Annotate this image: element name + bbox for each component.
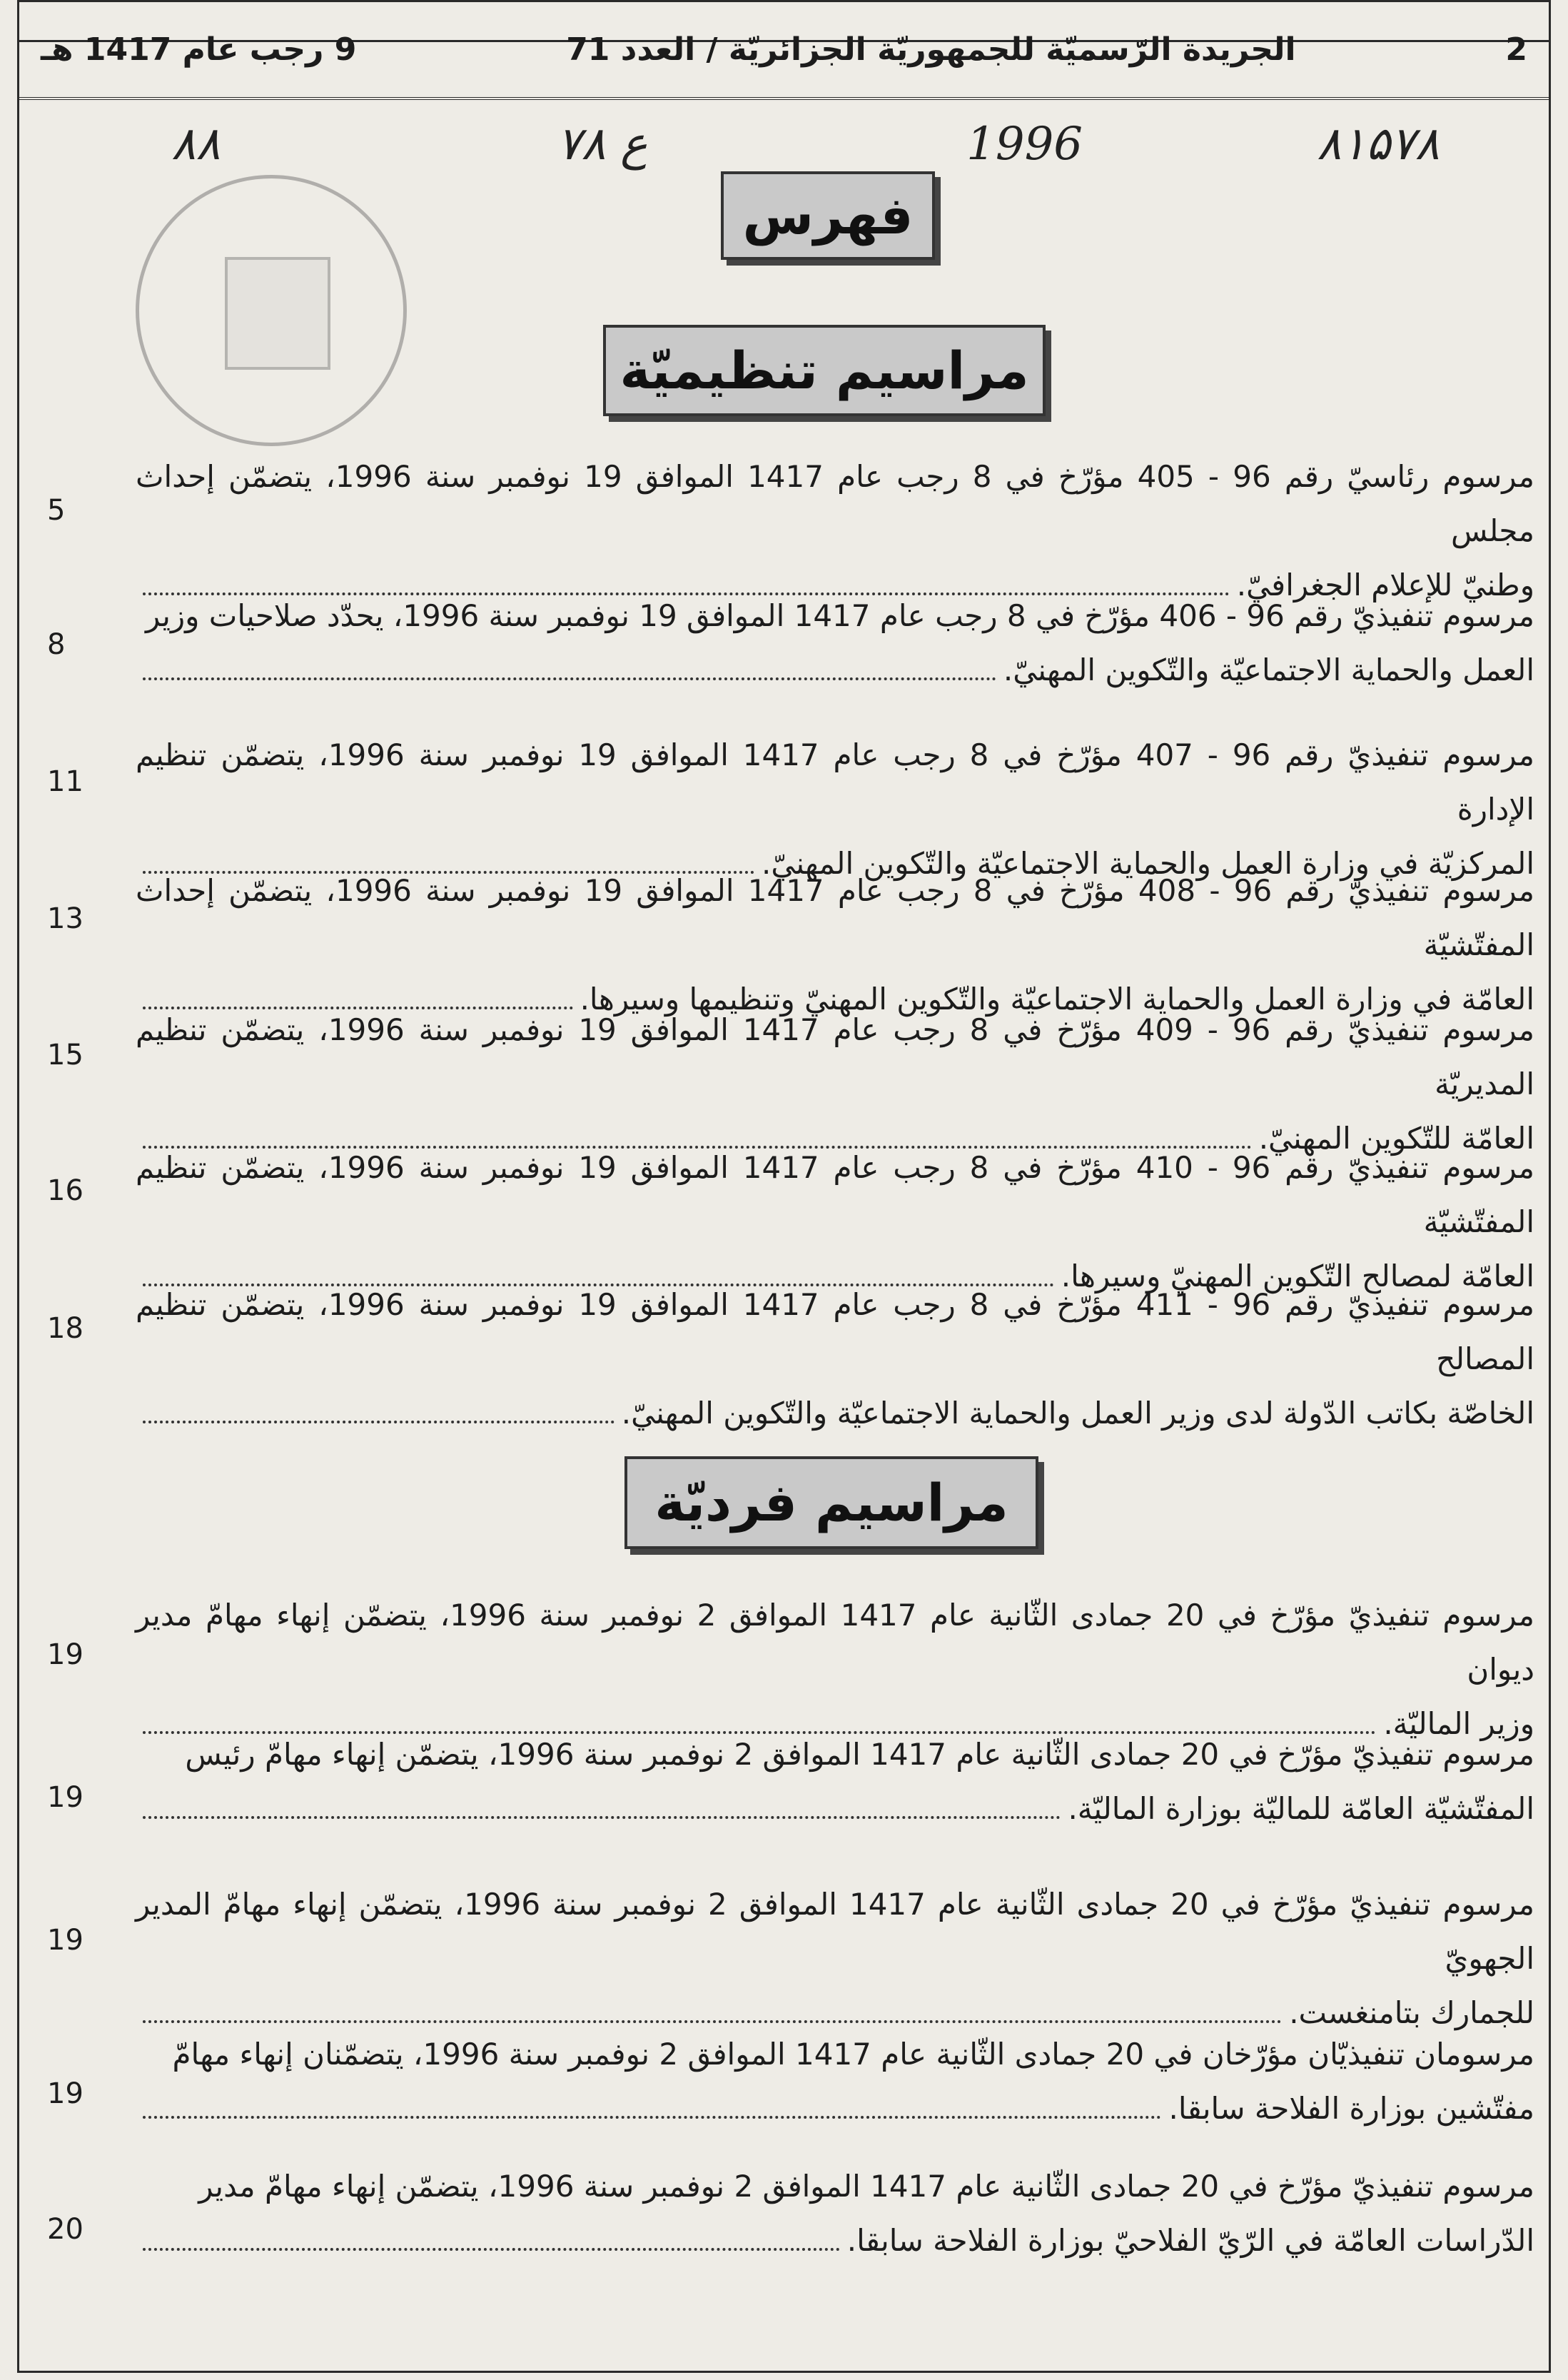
handwritten-note-right: ۸۱۵۷۸ <box>1317 118 1440 171</box>
entry-line2: العامّة للتّكوين المهنيّ. <box>1258 1121 1534 1156</box>
entry-page-number: 19 <box>47 1924 84 1957</box>
header-title: الجريدة الرّسميّة للجمهوريّة الجزائريّة / العدد 71 <box>566 31 1296 68</box>
dot-leader <box>143 2020 1282 2023</box>
handwritten-note-left: ۸۸ <box>171 118 221 171</box>
entry-line2: المركزيّة في وزارة العمل والحماية الاجتماعيّة والتّكوين المهنيّ. <box>761 846 1534 881</box>
index-title: فهرس <box>721 171 935 260</box>
entry-line2: مفتّشين بوزارة الفلاحة سابقا. <box>1168 2091 1534 2126</box>
header-page-number: 2 <box>1505 31 1527 68</box>
entry-line2: العامّة لمصالح التّكوين المهنيّ وسيرها. <box>1061 1259 1534 1294</box>
section-title-regulatory-decrees: مراسيم تنظيميّة <box>603 325 1046 416</box>
entry-line1: مرسوم تنفيذيّ رقم 96 - 408 مؤرّخ في 8 رجب عام 1417 الموافق 19 نوفمبر سنة 1996، يتضمّن إحداث المفتّشيّة <box>136 873 1535 962</box>
entry-line1: مرسوم تنفيذيّ رقم 96 - 406 مؤرّخ في 8 رجب عام 1417 الموافق 19 نوفمبر سنة 1996، يحدّد صلاحيات وزير <box>146 598 1534 633</box>
index-entry[interactable] <box>64 1588 1534 1751</box>
entry-line1: مرسوم تنفيذيّ رقم 96 - 409 مؤرّخ في 8 رجب عام 1417 الموافق 19 نوفمبر سنة 1996، يتضمّن تنظيم المديريّة <box>136 1012 1534 1101</box>
entry-line1: مرسوم تنفيذيّ مؤرّخ في 20 جمادى الثّانية عام 1417 الموافق 2 نوفمبر سنة 1996، يتضمّن إنهاء مهامّ مدير <box>198 2169 1534 2204</box>
index-entry[interactable] <box>64 1728 1534 1836</box>
dot-leader <box>143 677 996 680</box>
entry-page-number: 5 <box>47 494 66 527</box>
entry-line2: الدّراسات العامّة في الرّيّ الفلاحيّ بوزارة الفلاحة سابقا. <box>846 2223 1534 2258</box>
entry-line1: مرسوم تنفيذيّ مؤرّخ في 20 جمادى الثّانية عام 1417 الموافق 2 نوفمبر سنة 1996، يتضمّن إنهاء مهامّ مدير ديوان <box>136 1598 1534 1687</box>
entry-page-number: 11 <box>47 765 84 798</box>
entry-line1: مرسومان تنفيذيّان مؤرّخان في 20 جمادى الثّانية عام 1417 الموافق 2 نوفمبر سنة 1996، يتضمّنان إنهاء مهامّ <box>172 2037 1534 2072</box>
dot-leader <box>143 2116 1161 2119</box>
index-entry[interactable] <box>64 450 1534 612</box>
entry-line2: للجمارك بتامنغست. <box>1289 1995 1534 2030</box>
dot-leader <box>143 2248 840 2251</box>
entry-line1: مرسوم رئاسيّ رقم 96 - 405 مؤرّخ في 8 رجب عام 1417 الموافق 19 نوفمبر سنة 1996، يتضمّن إحداث مجلس <box>136 459 1534 548</box>
entry-line2: وطنيّ للإعلام الجغرافيّ. <box>1236 568 1534 602</box>
entry-page-number: 8 <box>47 628 66 661</box>
entry-line2: العامّة في وزارة العمل والحماية الاجتماعيّة والتّكوين المهنيّ وتنظيمها وسيرها. <box>580 982 1534 1017</box>
entry-line1: مرسوم تنفيذيّ رقم 96 - 407 مؤرّخ في 8 رجب عام 1417 الموافق 19 نوفمبر سنة 1996، يتضمّن تنظيم الإدارة <box>136 737 1534 827</box>
entry-page-number: 20 <box>47 2213 84 2246</box>
index-entry[interactable] <box>64 2027 1534 2136</box>
index-entry[interactable] <box>64 864 1534 1027</box>
entry-page-number: 15 <box>47 1039 84 1071</box>
entry-page-number: 19 <box>47 1781 84 1814</box>
index-entry[interactable] <box>64 2159 1534 2268</box>
handwritten-note-center-left: ۷۸ ع <box>557 118 648 171</box>
entry-line1: مرسوم تنفيذيّ مؤرّخ في 20 جمادى الثّانية عام 1417 الموافق 2 نوفمبر سنة 1996، يتضمّن إنهاء مهامّ المدير الجهويّ <box>136 1887 1535 1976</box>
section-title-individual-decrees: مراسيم فرديّة <box>624 1456 1038 1549</box>
header-date: 9 رجب عام 1417 هـ <box>41 31 357 68</box>
entry-page-number: 19 <box>47 1638 84 1671</box>
entry-line1: مرسوم تنفيذيّ رقم 96 - 410 مؤرّخ في 8 رجب عام 1417 الموافق 19 نوفمبر سنة 1996، يتضمّن تنظيم المفتّشيّة <box>136 1150 1534 1239</box>
entry-line2: وزير الماليّة. <box>1383 1706 1534 1741</box>
index-entry[interactable] <box>64 589 1534 697</box>
entry-page-number: 16 <box>47 1174 84 1207</box>
entry-line2: العمل والحماية الاجتماعيّة والتّكوين المهنيّ. <box>1003 652 1534 687</box>
page-header <box>17 0 1551 100</box>
handwritten-note-center-right: 1996 <box>966 118 1083 171</box>
entry-page-number: 18 <box>47 1312 84 1345</box>
index-entry[interactable] <box>64 1278 1534 1441</box>
entry-page-number: 13 <box>47 902 84 935</box>
dot-leader <box>143 1816 1061 1819</box>
index-entry[interactable] <box>64 1877 1534 2040</box>
entry-line1: مرسوم تنفيذيّ رقم 96 - 411 مؤرّخ في 8 رجب عام 1417 الموافق 19 نوفمبر سنة 1996، يتضمّن تنظيم المصالح <box>136 1287 1534 1376</box>
official-stamp <box>136 175 407 446</box>
entry-line2: الخاصّة بكاتب الدّولة لدى وزير العمل والحماية الاجتماعيّة والتّكوين المهنيّ. <box>621 1396 1534 1431</box>
dot-leader <box>143 1421 614 1423</box>
entry-page-number: 19 <box>47 2077 84 2110</box>
entry-line1: مرسوم تنفيذيّ مؤرّخ في 20 جمادى الثّانية عام 1417 الموافق 2 نوفمبر سنة 1996، يتضمّن إنهاء مهامّ رئيس <box>185 1737 1534 1772</box>
entry-line2: المفتّشيّة العامّة للماليّة بوزارة الماليّة. <box>1068 1791 1534 1826</box>
